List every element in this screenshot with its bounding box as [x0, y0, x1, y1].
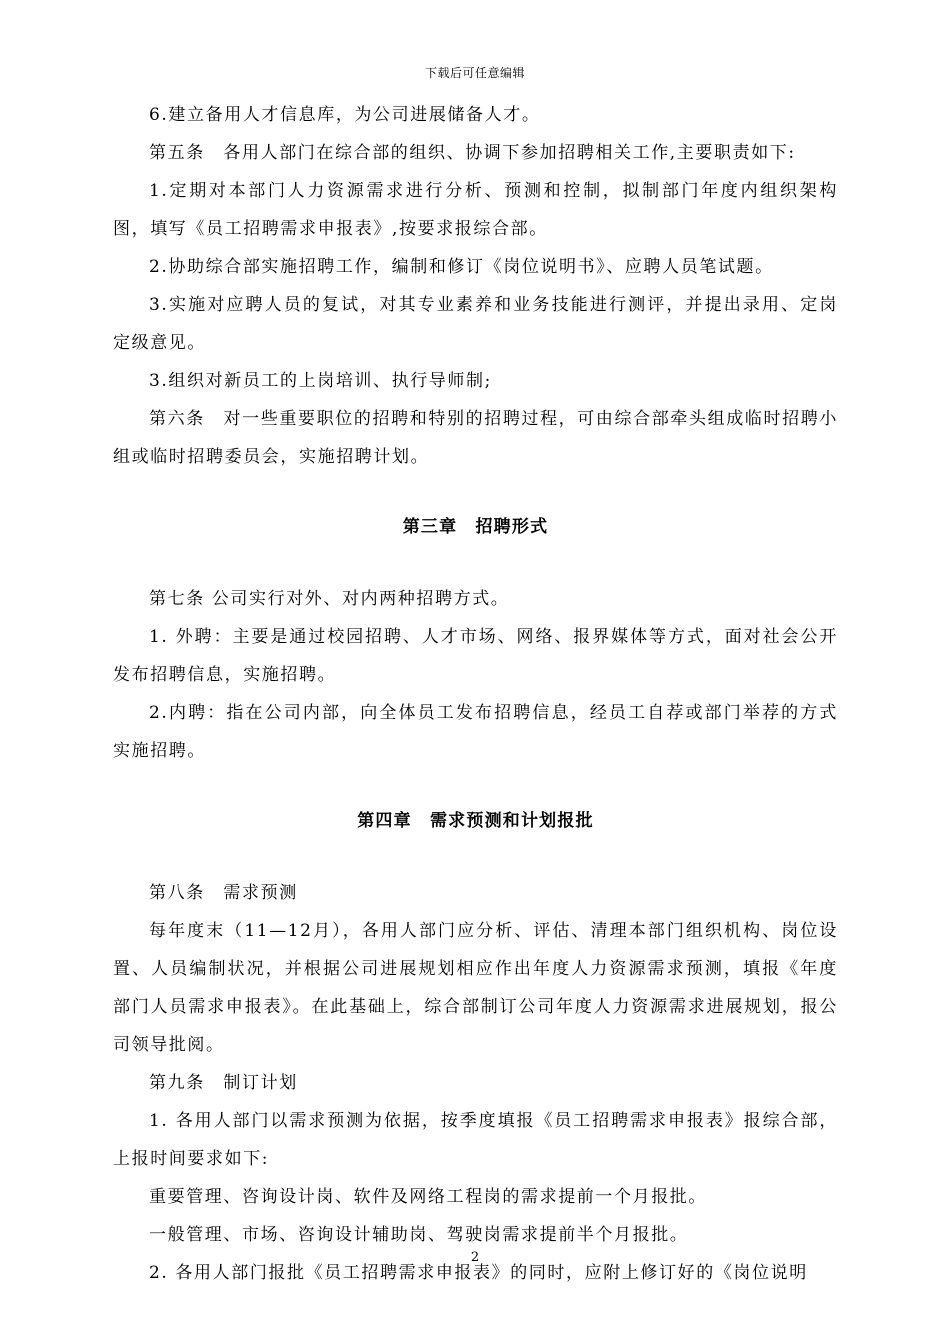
- paragraph: 每年度末（11—12月），各用人部门应分析、评估、清理本部门组织机构、岗位设置、人员编制状况，并根据公司进展规划相应作出年度人力资源需求预测，填报《年度部门人员需求申报表》。在此基础上，综合部制订公司年度人力资源需求进展规划，报公司领导批阅。: [113, 921, 838, 1055]
- paragraph: 重要管理、咨询设计岗、软件及网络工程岗的需求提前一个月报批。: [149, 1187, 707, 1207]
- page-number: 2: [470, 1250, 480, 1265]
- page-header-note: 下载后可任意编辑: [424, 66, 525, 80]
- chapter-3-heading: 第三章 招聘形式: [402, 517, 549, 537]
- article-6: 第六条 对一些重要职位的招聘和特别的招聘过程，可由综合部牵头组成临时招聘小组或临时招聘委员会，实施招聘计划。: [113, 409, 838, 467]
- chapter-4-heading: 第四章 需求预测和计划报批: [357, 811, 594, 831]
- article-5: 第五条 各用人部门在综合部的组织、协调下参加招聘相关工作,主要职责如下:: [149, 143, 796, 163]
- paragraph: 2. 各用人部门报批《员工招聘需求申报表》的同时，应附上修订好的《岗位说明: [149, 1263, 808, 1283]
- paragraph: 2.内聘：指在公司内部，向全体员工发布招聘信息，经员工自荐或部门举荐的方式实施招聘。: [113, 703, 838, 761]
- paragraph: 6.建立备用人才信息库，为公司进展储备人才。: [149, 105, 541, 125]
- article-8: 第八条 需求预测: [149, 883, 298, 903]
- paragraph: 3.实施对应聘人员的复试，对其专业素养和业务技能进行测评，并提出录用、定岗定级意见。: [113, 295, 838, 353]
- paragraph: 一般管理、市场、咨询设计辅助岗、驾驶岗需求提前半个月报批。: [149, 1225, 689, 1245]
- paragraph: 1. 各用人部门以需求预测为依据，按季度填报《员工招聘需求申报表》报综合部，上报时间要求如下:: [113, 1111, 838, 1169]
- paragraph: 3.组织对新员工的上岗培训、执行导师制;: [149, 371, 492, 391]
- document-body: [113, 96, 838, 1292]
- paragraph: 2.协助综合部实施招聘工作，编制和修订《岗位说明书》、应聘人员笔试题。: [149, 257, 774, 277]
- paragraph: 1. 外聘：主要是通过校园招聘、人才市场、网络、报界媒体等方式，面对社会公开发布招聘信息，实施招聘。: [113, 627, 838, 685]
- article-7: 第七条 公司实行对外、对内两种招聘方式。: [149, 589, 510, 609]
- article-9: 第九条 制订计划: [149, 1073, 298, 1093]
- paragraph: 1.定期对本部门人力资源需求进行分析、预测和控制，拟制部门年度内组织架构图，填写《员工招聘需求申报表》,按要求报综合部。: [113, 181, 838, 239]
